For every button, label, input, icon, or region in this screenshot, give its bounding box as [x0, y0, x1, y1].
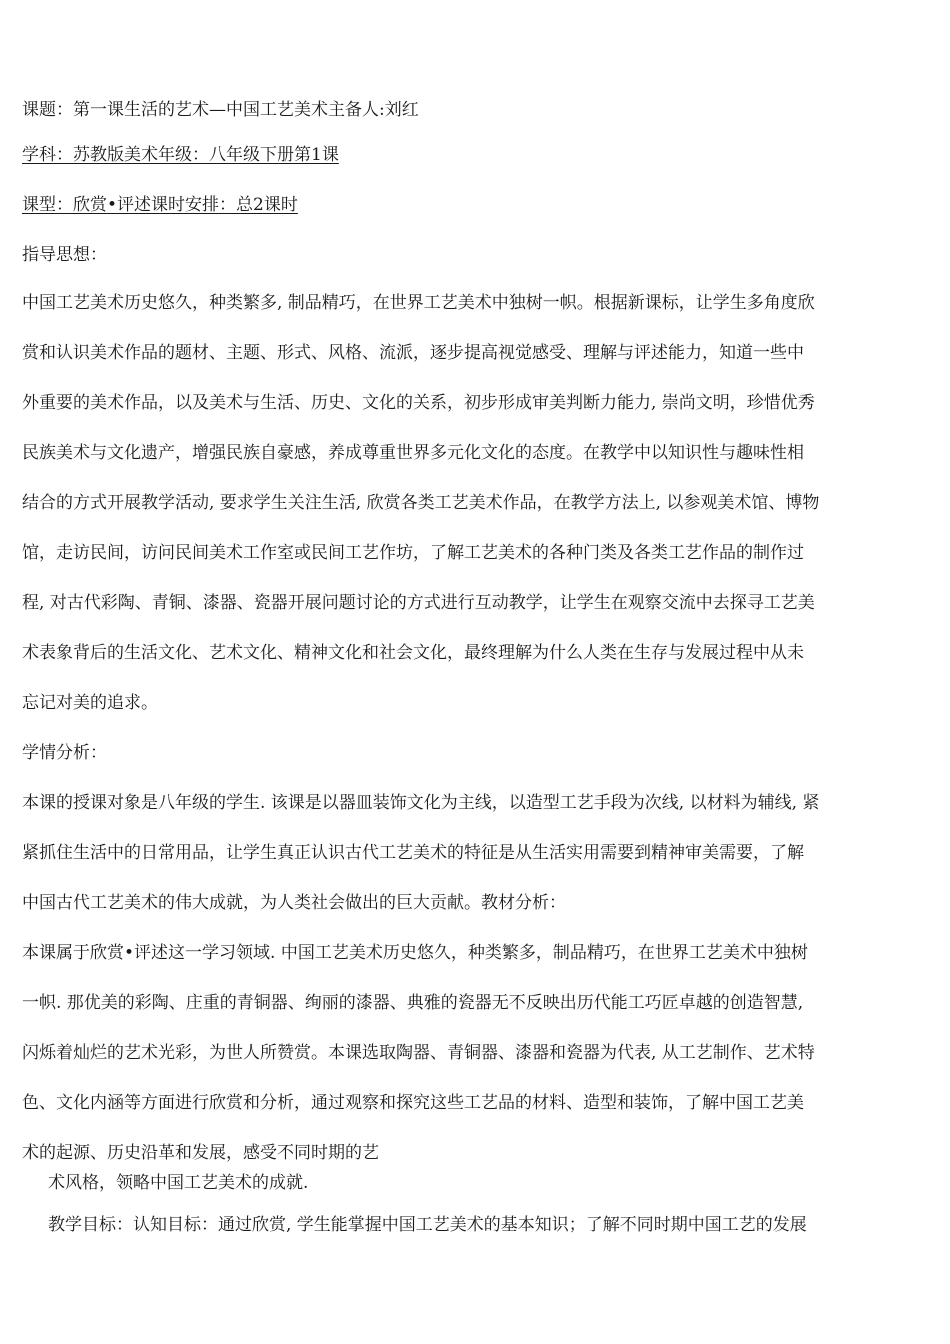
analysis-heading: 学情分析：	[22, 743, 107, 763]
analysis-line: 紧抓住生活中的日常用品，让学生真正认识古代工艺美术的特征是从生活实用需要到精神审美需要，了解	[22, 843, 804, 863]
guiding-line: 程, 对古代彩陶、青铜、漆器、瓷器开展问题讨论的方式进行互动教学，让学生在观察交流中去探寻工艺美	[22, 593, 815, 613]
guiding-line: 馆，走访民间，访问民间美术工作室或民间工艺作坊，了解工艺美术的各种门类及各类工艺作品的制作过	[22, 543, 804, 563]
subject-grade-line: 学科：苏教版美术年级：八年级下册第1课	[22, 145, 339, 165]
guiding-line: 中国工艺美术历史悠久，种类繁多, 制品精巧，在世界工艺美术中独树一帜。根据新课标，让学生多角度欣	[22, 293, 815, 313]
lesson-type-line: 课型：欣赏•评述课时安排：总2课时	[22, 195, 298, 215]
textbook-line: 术的起源、历史沿革和发展，感受不同时期的艺	[22, 1143, 379, 1163]
textbook-line: 色、文化内涵等方面进行欣赏和分析，通过观察和探究这些工艺品的材料、造型和装饰，了解中国工艺美	[22, 1093, 804, 1113]
guiding-line: 外重要的美术作品，以及美术与生活、历史、文化的关系，初步形成审美判断力能力, 崇尚文明，珍惜优秀	[22, 393, 815, 413]
textbook-line: 本课属于欣赏•评述这一学习领域. 中国工艺美术历史悠久，种类繁多，制品精巧，在世界工艺美术中独树	[22, 943, 808, 963]
teaching-objectives-line: 教学目标：认知目标：通过欣赏, 学生能掌握中国工艺美术的基本知识；了解不同时期中国工艺的发展	[48, 1215, 807, 1235]
guiding-line: 术表象背后的生活文化、艺术文化、精神文化和社会文化，最终理解为什么人类在生存与发展过程中从未	[22, 643, 804, 663]
guiding-line: 忘记对美的追求。	[22, 693, 158, 713]
textbook-line: 闪烁着灿烂的艺术光彩，为世人所赞赏。本课选取陶器、青铜器、漆器和瓷器为代表, 从工艺制作、艺术特	[22, 1043, 815, 1063]
guiding-line: 民族美术与文化遗产，增强民族自豪感，养成尊重世界多元化文化的态度。在教学中以知识性与趣味性相	[22, 443, 804, 463]
guiding-heading: 指导思想：	[22, 245, 107, 265]
textbook-line: 一帜. 那优美的彩陶、庄重的青铜器、绚丽的漆器、典雅的瓷器无不反映出历代能工巧匠卓越的创造智慧,	[22, 993, 804, 1013]
textbook-continued-line: 术风格，领略中国工艺美术的成就.	[48, 1173, 309, 1193]
guiding-line: 结合的方式开展教学活动, 要求学生关注生活, 欣赏各类工艺美术作品，在教学方法上, 以参观美术馆、博物	[22, 493, 820, 513]
guiding-line: 赏和认识美术作品的题材、主题、形式、风格、流派，逐步提高视觉感受、理解与评述能力，知道一些中	[22, 343, 804, 363]
lesson-title-line: 课题：第一课生活的艺术—中国工艺美术主备人:刘红	[22, 100, 419, 120]
analysis-line: 本课的授课对象是八年级的学生. 该课是以器皿装饰文化为主线，以造型工艺手段为次线, 以材料为辅线, 紧	[22, 793, 820, 813]
analysis-line: 中国古代工艺美术的伟大成就，为人类社会做出的巨大贡献。教材分析：	[22, 893, 566, 913]
